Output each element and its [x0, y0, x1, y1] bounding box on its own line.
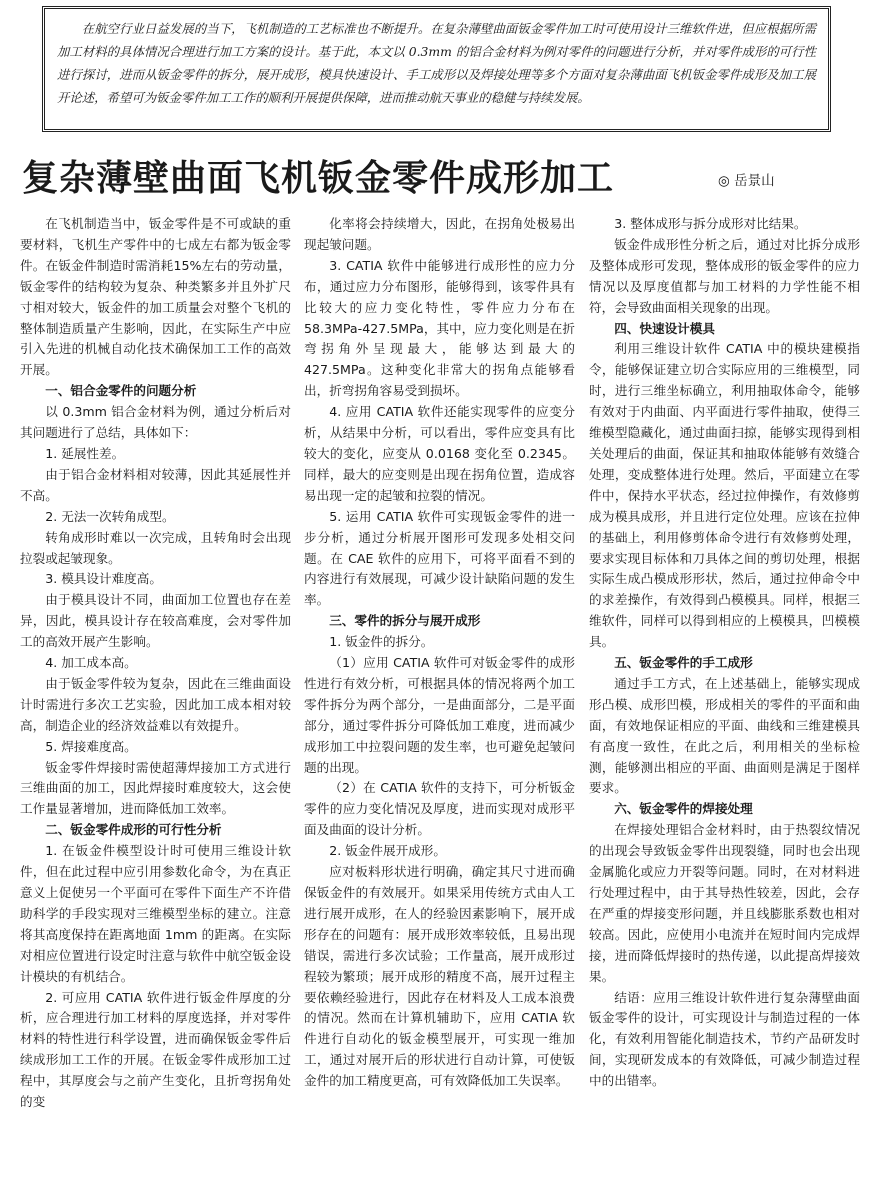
- body-paragraph: 化率将会持续增大，因此，在拐角处极易出现起皱问题。: [304, 216, 575, 252]
- body-paragraph: 5. 焊接难度高。: [45, 738, 137, 754]
- body-paragraph: 由于钣金零件较为复杂，因此在三维曲面设计时需进行多次工艺实验，因此加工成本相对较高，制造企业的经济效益难以有效提升。: [20, 675, 291, 733]
- author-byline: ◎ 岳景山: [718, 173, 775, 189]
- abstract-box: [42, 6, 831, 132]
- body-paragraph: 3. 模具设计难度高。: [45, 571, 162, 587]
- body-paragraph: 3. CATIA 软件中能够进行成形性的应力分布，通过应力分布图形，能够得到，该零件具有比较大的应力变化特性，零件应力分布在 58.3MPa-427.5MPa，其中，应力变化则是在折弯拐角外呈现最大，能够达到最大的 427.5MPa。这种变化非常大的拐角点能够看出，折弯拐角容易受到损坏。: [304, 257, 575, 399]
- section-heading: 一、铝合金零件的问题分析: [45, 383, 197, 399]
- body-paragraph: 5. 运用 CATIA 软件可实现钣金零件的进一步分析，通过分析展开图形可发现多处相交问题。在 CAE 软件的应用下，可将平面看不到的内容进行有效展现，可减少设计缺陷问题的发生率。: [304, 508, 575, 608]
- section-heading: 三、零件的拆分与展开成形: [329, 613, 481, 629]
- body-paragraph: 1. 延展性差。: [45, 445, 125, 461]
- body-paragraph: 结语：应用三维设计软件进行复杂薄壁曲面钣金零件的设计，可实现设计与制造过程的一体化，有效利用智能化制造技术，节约产品研发时间，实现研发成本的有效降低，可减少制造过程中的出错率。: [589, 989, 860, 1089]
- body-paragraph: （1）应用 CATIA 软件可对钣金零件的成形性进行有效分析，可根据具体的情况将两个加工零件拆分为两个部分，一是曲面部分，二是平面部分，通过零件拆分可降低加工难度，进而减少成形加工中拉裂问题的发生率，也可避免起皱问题的出现。: [304, 655, 575, 775]
- body-paragraph: 在焊接处理铝合金材料时，由于热裂纹情况的出现会导致钣金零件出现裂缝，同时也会出现金属脆化或应力开裂等问题。同时，在对材料进行处理过程中，由于其导热性较差，因此，会存在严重的焊接变形问题，并且线膨胀系数也相对较高。因此，应使用小电流并在短时间内完成焊接，进而降低焊接时的热传递，以此提高焊接效果。: [589, 822, 860, 984]
- section-heading: 五、钣金零件的手工成形: [614, 655, 753, 671]
- article-body: [20, 214, 863, 1190]
- body-paragraph: 1. 在钣金件模型设计时可使用三维设计软件，但在此过程中应引用参数化命令，为在真正意义上促使另一个平面可在零件下面生产不许借助科学的手段实现对三维模型坐标的建立。注意将其高度保持在距离地面 1mm 的距离。在实际对相应位置进行设定时注意与软件中航空钣金设计模块的有机结合。: [20, 843, 291, 984]
- body-paragraph: 2. 钣金件展开成形。: [329, 843, 446, 859]
- abstract-text: 在航空行业日益发展的当下，飞机制造的工艺标准也不断提升。在复杂薄壁曲面钣金零件加工时可使用设计三维软件进，但应根据所需加工材料的具体情况合理进行加工方案的设计。基于此，本文以 0.3mm 的铝合金材料为例对零件的问题进行分析，并对零件成形的可行性进行探讨，进而从钣金零件的拆分，展开成形，模具快速设计、手工成形以及焊接处理等多个方面对复杂薄曲面飞机钣金零件成形及加工展开论述，希望可为钣金零件加工工作的顺利开展提供保障，进而推动航天事业的稳健与持续发展。: [57, 21, 816, 105]
- body-paragraph: 2. 无法一次转角成型。: [45, 508, 175, 524]
- body-paragraph: 由于铝合金材料相对较薄，因此其延展性并不高。: [20, 466, 291, 503]
- body-paragraph: 在飞机制造当中，钣金零件是不可或缺的重要材料，飞机生产零件中的七成左右都为钣金零件。在钣金件制造时需消耗15%左右的劳动量，钣金零件的结构较为复杂、种类繁多并且外扩尺寸相对较大，钣金件的加工质量会对整个飞机的整体制造质量产生影响，因此，在实际生产中应引入先进的机械自动化技术确保加工工作的高效开展。: [20, 216, 291, 378]
- body-paragraph: 钣金件成形性分析之后，通过对比拆分成形及整体成形可发现，整体成形的钣金零件的应力情况以及厚度值都与加工材料的力学性能不相符，会导致曲面相关现象的出现。: [589, 236, 860, 315]
- section-heading: 六、钣金零件的焊接处理: [614, 801, 753, 817]
- column-1: [20, 214, 291, 1190]
- body-paragraph: 2. 可应用 CATIA 软件进行钣金件厚度的分析，应合理进行加工材料的厚度选择，并对零件材料的特性进行科学设置，进而确保钣金零件后续成形加工工作的开展。在钣金零件成形加工过程中，其厚度会与之前产生变化，且折弯拐角处的变: [20, 989, 291, 1110]
- body-paragraph: 钣金零件焊接时需使超薄焊接加工方式进行三维曲面的加工，因此焊接时难度较大，这会使工作量显著增加，进而降低加工效率。: [20, 759, 291, 817]
- body-paragraph: 1. 钣金件的拆分。: [329, 634, 434, 650]
- article-title: 复杂薄壁曲面飞机钣金零件成形加工: [22, 157, 615, 199]
- body-paragraph: 以 0.3mm 铝合金材料为例，通过分析后对其问题进行了总结，具体如下：: [20, 404, 291, 441]
- body-paragraph: 利用三维设计软件 CATIA 中的模块建模指令，能够保证建立切合实际应用的三维模型，同时，进行三维坐标确立，利用抽取体命令，能够有效对于内曲面、内平面进行零件抽取，使得三维模型隐藏化，通过曲面扫掠，能够实现得到相关处理后的曲面，保证其和抽取体能够有效缝合处理，变成整体进行处理。然后，平面建立在零件中，保持水平状态，经过拉伸操作，有效修剪成为模具成形，并且进行定位处理。应该在拉伸的基础上，利用修剪体命令进行有效修剪处理，要求实现目标体和刀具体之间的剪切处理，根据实际生成凸模成形形状，然后，通过拉伸命令中的求差操作，有效得到凸模模具。同样，根据三维软件，同样可以得到相应的上模模具，凹模模具。: [589, 341, 860, 650]
- body-paragraph: 通过手工方式，在上述基础上，能够实现成形凸模、成形凹模，形成相关的零件的平面和曲面，有效地保证相应的平面、曲线和三维建模具有高度一致性，在此之后，利用相关的坐标检测，能够测出相应的平面、曲面则是满足于图样要求。: [589, 675, 860, 796]
- body-paragraph: 4. 加工成本高。: [45, 655, 137, 671]
- body-paragraph: 3. 整体成形与拆分成形对比结果。: [614, 216, 807, 231]
- body-paragraph: 应对板料形状进行明确，确定其尺寸进而确保钣金件的有效展开。如果采用传统方式由人工进行展开成形，在人的经验因素影响下，展开成形存在的问题有：展开成形效率较低，且易出现错误，需进行多次试验；工作量高，展开成形过程较为繁琐；展开成形的精度不高，展开过程主要依赖经验进行，因此存在材料及人工成本浪费的情况。然而在计算机辅助下，应用 CATIA 软件进行自动化的钣金模型展开，可实现一维加工，通过对展开后的形状进行自动计算，可使钣金件的加工精度更高，可有效降低加工失误率。: [304, 864, 575, 1089]
- column-2: [304, 214, 575, 1190]
- section-heading: 四、快速设计模具: [614, 320, 715, 336]
- body-paragraph: 由于模具设计不同，曲面加工位置也存在差异，因此，模具设计存在较高难度，会对零件加工的高效开展产生影响。: [20, 592, 291, 650]
- section-heading: 二、钣金零件成形的可行性分析: [45, 822, 222, 838]
- body-paragraph: （2）在 CATIA 软件的支持下，可分析钣金零件的应力变化情况及厚度，进而实现对成形平面及曲面的设计分析。: [304, 780, 575, 838]
- body-paragraph: 转角成形时难以一次完成，且转角时会出现拉裂或起皱现象。: [20, 529, 291, 566]
- body-paragraph: 4. 应用 CATIA 软件还能实现零件的应变分析，从结果中分析，可以看出，零件应变具有比较大的变化，应变从 0.0168 变化至 0.2345。同样，最大的应变则是出现在拐角位置，造成容易出现一定的起皱和拉裂的情况。: [304, 404, 575, 503]
- column-3: [589, 214, 860, 1190]
